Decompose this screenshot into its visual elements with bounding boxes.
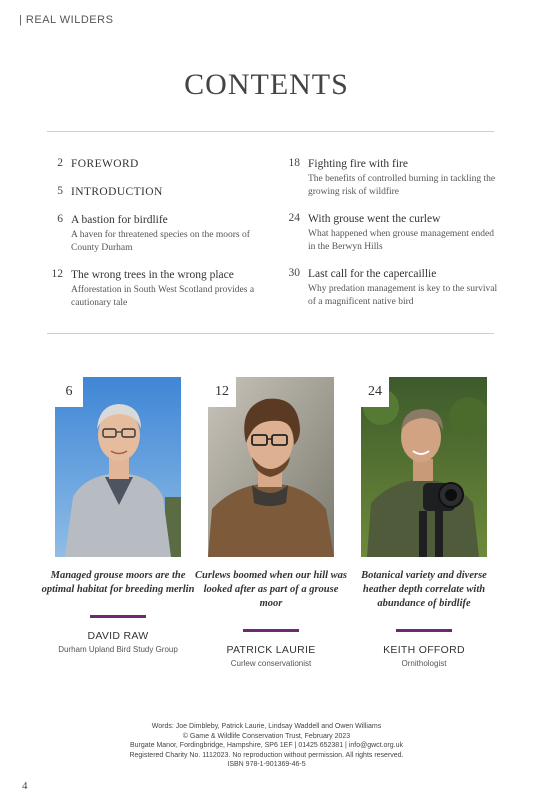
toc-page-number: 2 xyxy=(57,157,63,169)
credit-line: © Game & Wildlife Conservation Trust, February 2023 xyxy=(182,732,351,740)
toc-title: Fighting fire with fire xyxy=(308,158,408,170)
pull-quote: Botanical variety and diverse heather depth correlate with abundance of birdlife xyxy=(361,570,487,609)
toc-page-number: 5 xyxy=(57,185,63,197)
toc-title: A bastion for birdlife xyxy=(71,214,168,226)
toc-page-number: 18 xyxy=(288,157,300,169)
toc-page-number: 6 xyxy=(57,213,63,225)
toc-description: A haven for threatened species on the moors of County Durham xyxy=(71,230,250,253)
credits-block xyxy=(0,722,533,770)
toc-entry[interactable] xyxy=(47,213,272,255)
credit-line: ISBN 978-1-901369-46-5 xyxy=(227,761,306,768)
toc-entry[interactable] xyxy=(47,157,272,172)
page-number: 4 xyxy=(22,780,28,792)
toc-title: Last call for the capercaillie xyxy=(308,268,437,280)
page-title: CONTENTS xyxy=(184,68,349,101)
toc-description: The benefits of controlled burning in tackling the growing risk of wildfire xyxy=(308,174,496,197)
accent-bar xyxy=(90,615,146,618)
keith-offord-photo xyxy=(361,377,487,557)
toc-entry[interactable] xyxy=(284,212,499,254)
page-number-tag: 24 xyxy=(361,377,389,407)
top-divider xyxy=(47,131,494,132)
toc-description: What happened when grouse management ended in the Berwyn Hills xyxy=(308,229,494,252)
feature-card-david-raw[interactable] xyxy=(33,377,203,654)
middle-divider xyxy=(47,333,494,334)
david-raw-photo xyxy=(55,377,181,557)
page-number-tag: 12 xyxy=(208,377,236,407)
accent-bar xyxy=(243,629,299,632)
feature-card-patrick-laurie[interactable] xyxy=(186,377,356,668)
pull-quote: Curlews boomed when our hill was looked after as part of a grouse moor xyxy=(195,570,347,609)
patrick-laurie-photo xyxy=(208,377,334,557)
toc-title: FOREWORD xyxy=(71,158,139,170)
toc-entry[interactable] xyxy=(47,185,272,200)
toc-left-column xyxy=(47,157,272,323)
toc-entry[interactable] xyxy=(284,157,499,199)
toc-description: Why predation management is key to the survival of a magnificent native bird xyxy=(308,284,498,307)
toc-entry[interactable] xyxy=(284,267,499,309)
toc-right-column xyxy=(284,157,499,322)
contributor-name: KEITH OFFORD xyxy=(383,644,465,656)
toc-title: With grouse went the curlew xyxy=(308,213,441,225)
contributor-name: DAVID RAW xyxy=(87,630,149,642)
section-header: | REAL WILDERS xyxy=(19,14,114,26)
toc-page-number: 12 xyxy=(51,268,63,280)
toc-title: INTRODUCTION xyxy=(71,186,163,198)
page-number-tag: 6 xyxy=(55,377,83,407)
accent-bar xyxy=(396,629,452,632)
credit-line: Registered Charity No. 1112023. No reproduction without permission. All rights reserved. xyxy=(129,751,404,759)
contributor-role: Ornithologist xyxy=(401,659,447,668)
credit-line: Words: Joe Dimbleby, Patrick Laurie, Lindsay Waddell and Owen Williams xyxy=(151,723,382,730)
contributor-role: Durham Upland Bird Study Group xyxy=(58,645,178,654)
pull-quote: Managed grouse moors are the optimal habitat for breeding merlin xyxy=(41,570,195,595)
contributor-name: PATRICK LAURIE xyxy=(226,644,316,656)
contributor-role: Curlew conservationist xyxy=(230,659,312,668)
toc-entry[interactable] xyxy=(47,268,272,310)
toc-page-number: 30 xyxy=(288,267,300,279)
credit-line: Burgate Manor, Fordingbridge, Hampshire, SP6 1EF | 01425 652381 | info@gwct.org.uk xyxy=(129,742,403,749)
feature-card-keith-offord[interactable] xyxy=(339,377,509,668)
toc-title: The wrong trees in the wrong place xyxy=(71,269,234,281)
toc-page-number: 24 xyxy=(288,212,300,224)
toc-description: Afforestation in South West Scotland provides a cautionary tale xyxy=(71,285,255,308)
